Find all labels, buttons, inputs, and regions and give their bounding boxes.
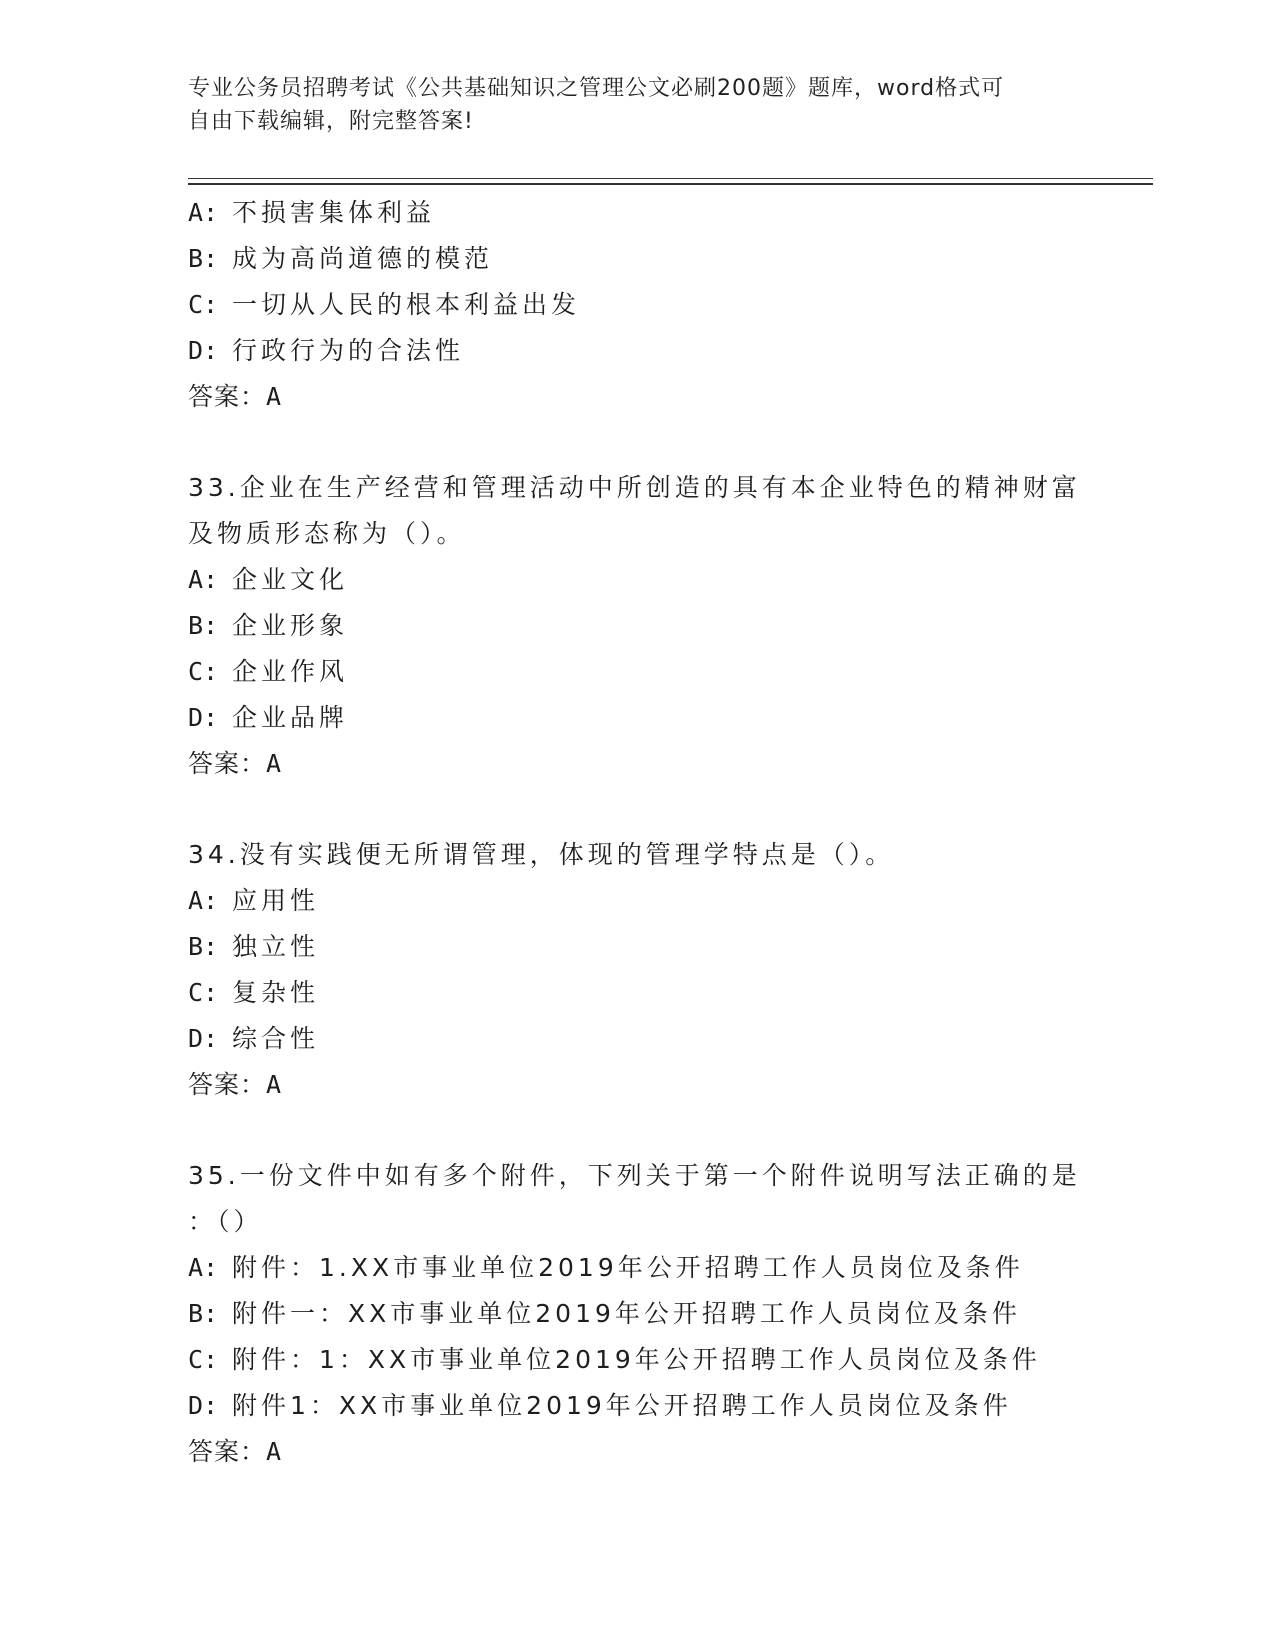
option-label: D: (188, 703, 219, 732)
answer-value: A (266, 382, 283, 411)
option-text: 企业形象 (232, 611, 349, 640)
answer-line (188, 1062, 1088, 1108)
header-line-1: 专业公务员招聘考试《公共基础知识之管理公文必刷200题》题库，word格式可 (188, 76, 1005, 101)
answer-line (188, 374, 1088, 420)
option-a (188, 190, 1088, 236)
option-b (188, 1291, 1088, 1337)
option-text: 综合性 (232, 1024, 320, 1053)
question-text-line-2: ：（） (188, 1207, 263, 1236)
option-text: 附件一：XX市事业单位2019年公开招聘工作人员岗位及条件 (232, 1299, 1021, 1328)
option-text: 行政行为的合法性 (232, 336, 465, 365)
option-text: 独立性 (232, 932, 320, 961)
option-label: C: (188, 978, 219, 1007)
option-d (188, 1383, 1088, 1429)
question-text-line-1: 34.没有实践便无所谓管理，体现的管理学特点是（）。 (188, 840, 895, 869)
option-text: 企业文化 (232, 565, 349, 594)
option-label: D: (188, 1024, 219, 1053)
option-d (188, 328, 1088, 374)
answer-label: 答案： (188, 749, 267, 778)
option-c (188, 649, 1088, 695)
answer-label: 答案： (188, 1437, 267, 1466)
option-text: 复杂性 (232, 978, 320, 1007)
option-text: 附件：1：XX市事业单位2019年公开招聘工作人员岗位及条件 (232, 1345, 1041, 1374)
option-text: 成为高尚道德的模范 (232, 244, 494, 273)
answer-label: 答案： (188, 382, 267, 411)
option-label: A: (188, 198, 219, 227)
option-c (188, 282, 1088, 328)
option-b (188, 924, 1088, 970)
option-b (188, 236, 1088, 282)
option-label: A: (188, 1253, 219, 1282)
option-text: 一切从人民的根本利益出发 (232, 290, 581, 319)
option-label: B: (188, 1299, 219, 1328)
option-label: C: (188, 290, 219, 319)
option-text: 附件：1.XX市事业单位2019年公开招聘工作人员岗位及条件 (232, 1253, 1024, 1282)
option-d (188, 1016, 1088, 1062)
question-32 (188, 190, 1088, 420)
option-c (188, 1337, 1088, 1383)
answer-value: A (266, 1437, 283, 1466)
header-divider-thin (188, 178, 1153, 179)
header-line-2: 自由下载编辑，附完整答案! (188, 109, 474, 134)
option-a (188, 1245, 1088, 1291)
question-text-line-1: 33.企业在生产经营和管理活动中所创造的具有本企业特色的精神财富 (188, 473, 1081, 502)
option-label: B: (188, 932, 219, 961)
question-34 (188, 832, 1088, 1108)
option-label: A: (188, 886, 219, 915)
question-list (188, 190, 1088, 1475)
option-label: D: (188, 1391, 219, 1420)
option-label: B: (188, 244, 219, 273)
option-text: 企业作风 (232, 657, 349, 686)
option-label: C: (188, 1345, 219, 1374)
answer-value: A (266, 1070, 283, 1099)
option-label: B: (188, 611, 219, 640)
document-header (188, 72, 1068, 138)
answer-line (188, 741, 1088, 787)
question-35 (188, 1153, 1088, 1475)
option-c (188, 970, 1088, 1016)
answer-value: A (266, 749, 283, 778)
header-divider-thick (188, 183, 1153, 185)
option-text: 附件1：XX市事业单位2019年公开招聘工作人员岗位及条件 (232, 1391, 1012, 1420)
question-33 (188, 465, 1088, 787)
option-a (188, 557, 1088, 603)
question-text-line-1: 35.一份文件中如有多个附件，下列关于第一个附件说明写法正确的是 (188, 1161, 1081, 1190)
question-text-line-2: 及物质形态称为（）。 (188, 519, 466, 548)
option-text: 企业品牌 (232, 703, 349, 732)
answer-label: 答案： (188, 1070, 267, 1099)
option-b (188, 603, 1088, 649)
option-label: A: (188, 565, 219, 594)
option-label: D: (188, 336, 219, 365)
answer-line (188, 1429, 1088, 1475)
option-d (188, 695, 1088, 741)
option-a (188, 878, 1088, 924)
option-label: C: (188, 657, 219, 686)
option-text: 不损害集体利益 (232, 198, 436, 227)
option-text: 应用性 (232, 886, 320, 915)
